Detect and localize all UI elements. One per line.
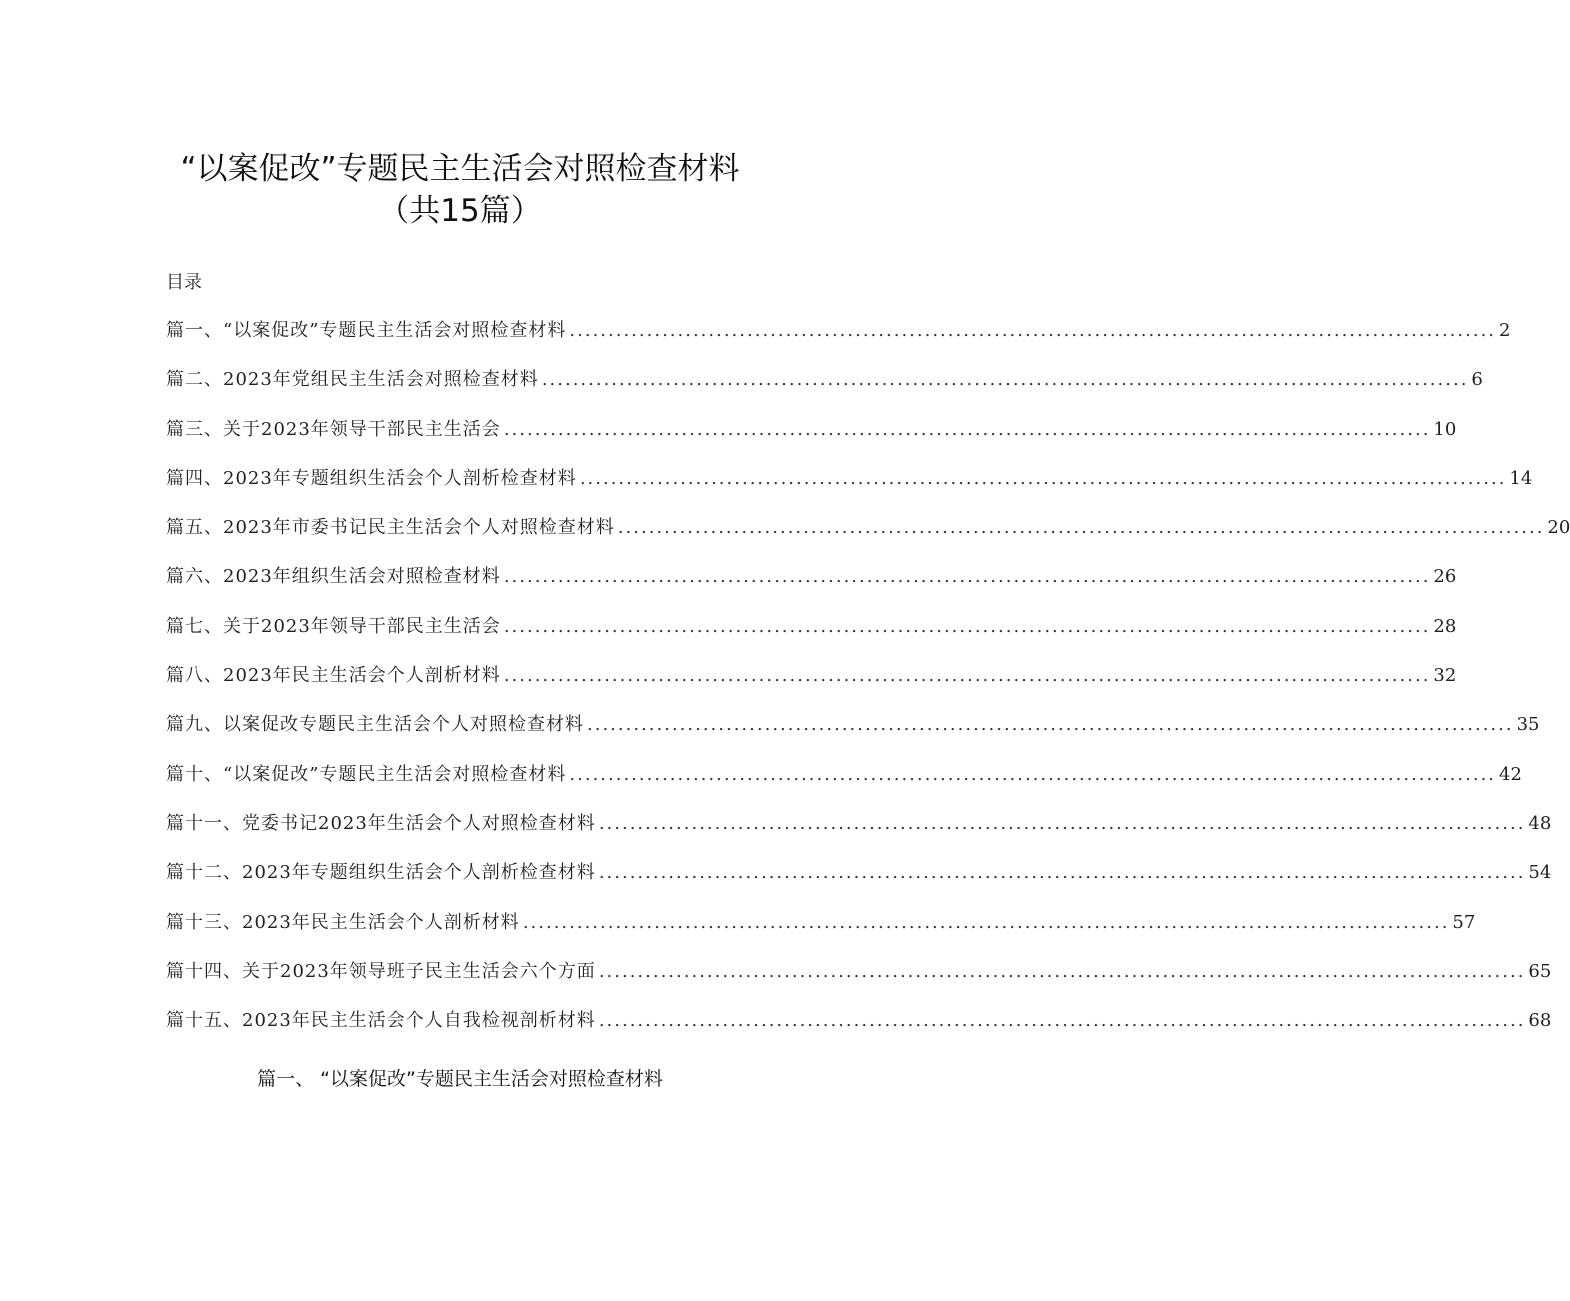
toc-entry[interactable] bbox=[166, 710, 1540, 759]
toc-leader-dots: ........................................................................................................................ bbox=[579, 467, 1507, 489]
toc-entry-label: 篇三、关于2023年领导干部民主生活会 bbox=[166, 418, 501, 440]
toc-entry[interactable] bbox=[166, 316, 1511, 365]
toc-entry-page: 20 bbox=[1547, 517, 1570, 539]
toc-entry-page: 68 bbox=[1528, 1010, 1552, 1032]
toc-entry-page: 10 bbox=[1433, 418, 1457, 440]
toc-leader-dots: ........................................................................................................................ bbox=[598, 862, 1526, 884]
toc-entry[interactable] bbox=[166, 612, 1457, 661]
toc-entry-page: 57 bbox=[1452, 911, 1476, 933]
toc-entry-page: 32 bbox=[1433, 665, 1457, 687]
toc-entry-page: 26 bbox=[1433, 566, 1457, 588]
toc-entry[interactable] bbox=[166, 464, 1533, 513]
toc-leader-dots: ........................................................................................................................ bbox=[503, 566, 1431, 588]
toc-entry-page: 65 bbox=[1528, 960, 1552, 982]
toc-leader-dots: ........................................................................................................................ bbox=[569, 763, 1497, 785]
toc-leader-dots: ........................................................................................................................ bbox=[522, 911, 1450, 933]
toc-entry-page: 28 bbox=[1433, 615, 1457, 637]
toc-entry[interactable] bbox=[166, 513, 1570, 562]
toc-entry-label: 篇十、“以案促改”专题民主生活会对照检查材料 bbox=[166, 763, 567, 785]
toc-entry[interactable] bbox=[166, 957, 1552, 1006]
section-heading: 篇一、 “以案促改”专题民主生活会对照检查材料 bbox=[257, 1068, 663, 1090]
toc-entry-label: 篇八、2023年民主生活会个人剖析材料 bbox=[166, 665, 501, 687]
toc-leader-dots: ........................................................................................................................ bbox=[503, 665, 1431, 687]
toc-entry[interactable] bbox=[166, 415, 1457, 464]
toc-entry-page: 48 bbox=[1528, 812, 1552, 834]
toc-entry[interactable] bbox=[166, 562, 1457, 611]
toc-heading: 目录 bbox=[166, 272, 202, 293]
toc-entry-page: 14 bbox=[1509, 467, 1533, 489]
table-of-contents bbox=[166, 316, 1570, 1055]
toc-entry[interactable] bbox=[166, 760, 1522, 809]
toc-leader-dots: ........................................................................................................................ bbox=[503, 418, 1431, 440]
toc-entry-label: 篇十五、2023年民主生活会个人自我检视剖析材料 bbox=[166, 1010, 596, 1032]
toc-entry-label: 篇十四、关于2023年领导班子民主生活会六个方面 bbox=[166, 960, 596, 982]
toc-entry-page: 35 bbox=[1516, 714, 1540, 736]
toc-entry[interactable] bbox=[166, 365, 1483, 414]
toc-entry-label: 篇一、“以案促改”专题民主生活会对照检查材料 bbox=[166, 320, 567, 341]
toc-entry-page: 42 bbox=[1499, 763, 1522, 785]
toc-leader-dots: ........................................................................................................................ bbox=[598, 812, 1526, 834]
toc-entry[interactable] bbox=[166, 858, 1552, 907]
toc-leader-dots: ........................................................................................................................ bbox=[503, 615, 1431, 637]
toc-entry-label: 篇九、以案促改专题民主生活会个人对照检查材料 bbox=[166, 714, 584, 736]
toc-entry-label: 篇六、2023年组织生活会对照检查材料 bbox=[166, 566, 501, 588]
toc-leader-dots: ........................................................................................................................ bbox=[587, 714, 1514, 736]
toc-entry-page: 2 bbox=[1499, 320, 1511, 341]
toc-entry-label: 篇十三、2023年民主生活会个人剖析材料 bbox=[166, 911, 520, 933]
toc-leader-dots: ........................................................................................................................ bbox=[598, 1010, 1526, 1032]
toc-entry-label: 篇五、2023年市委书记民主生活会个人对照检查材料 bbox=[166, 517, 615, 539]
toc-entry[interactable] bbox=[166, 1006, 1552, 1055]
toc-leader-dots: ........................................................................................................................ bbox=[569, 320, 1497, 341]
toc-entry-label: 篇四、2023年专题组织生活会个人剖析检查材料 bbox=[166, 467, 577, 489]
document-title: “以案促改”专题民主生活会对照检查材料 bbox=[180, 151, 740, 187]
toc-entry-label: 篇七、关于2023年领导干部民主生活会 bbox=[166, 615, 501, 637]
toc-entry[interactable] bbox=[166, 809, 1552, 858]
toc-entry-label: 篇二、2023年党组民主生活会对照检查材料 bbox=[166, 369, 539, 391]
document-subtitle: （共15篇） bbox=[378, 193, 542, 229]
toc-entry[interactable] bbox=[166, 908, 1476, 957]
toc-entry-label: 篇十二、2023年专题组织生活会个人剖析检查材料 bbox=[166, 862, 596, 884]
toc-entry-label: 篇十一、党委书记2023年生活会个人对照检查材料 bbox=[166, 812, 596, 834]
toc-leader-dots: ........................................................................................................................ bbox=[617, 517, 1545, 539]
toc-entry-page: 54 bbox=[1528, 862, 1552, 884]
toc-leader-dots: ........................................................................................................................ bbox=[541, 369, 1469, 391]
toc-entry[interactable] bbox=[166, 661, 1457, 710]
toc-leader-dots: ........................................................................................................................ bbox=[598, 960, 1526, 982]
toc-entry-page: 6 bbox=[1471, 369, 1483, 391]
